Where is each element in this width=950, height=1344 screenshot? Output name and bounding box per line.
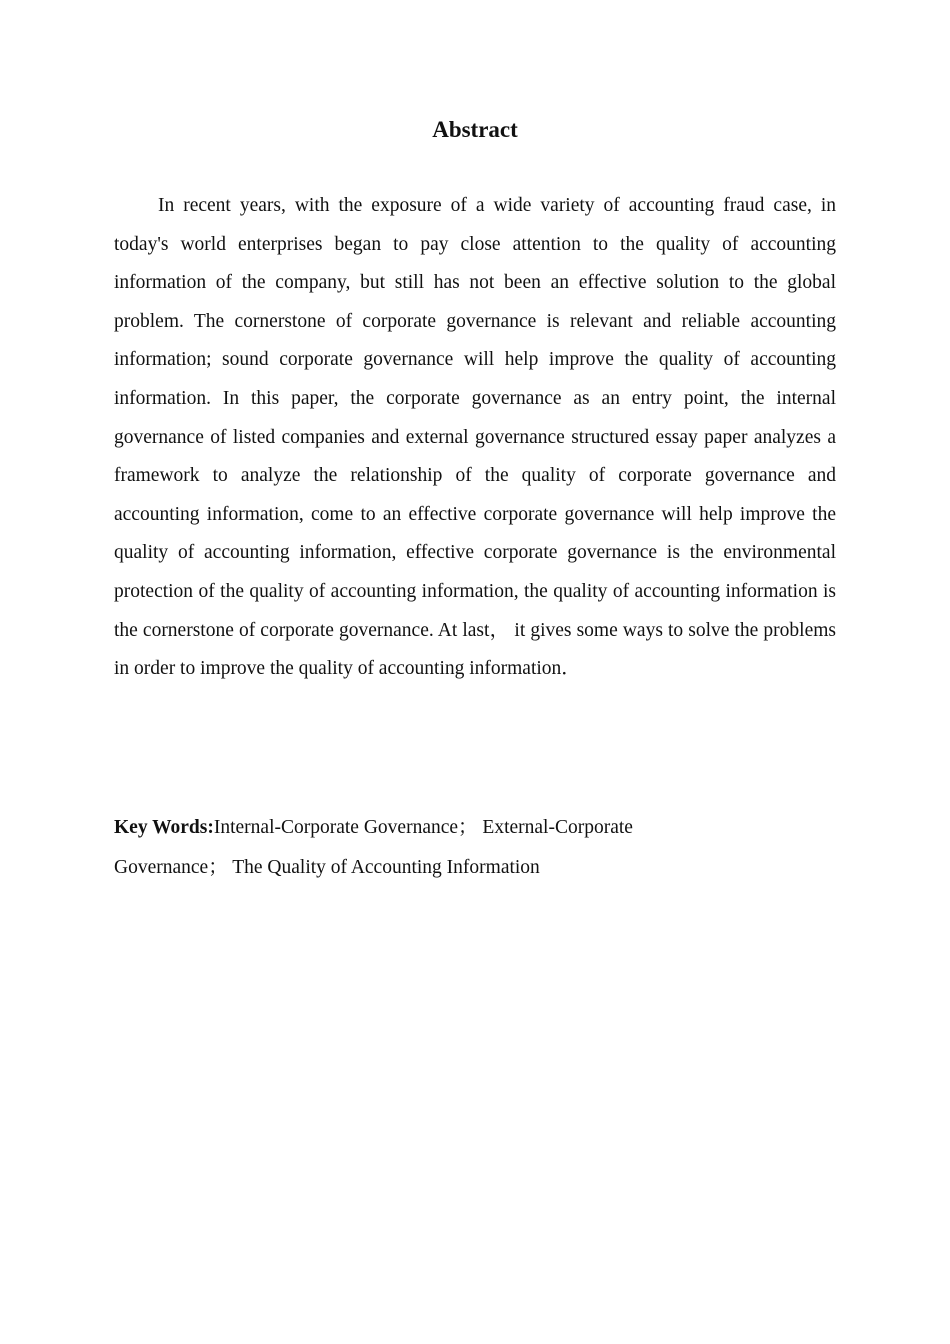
keywords-label: Key Words:	[114, 817, 214, 838]
keywords-text: Internal-Corporate Governance； External-Corporate Governance； The Quality of Accounting Information	[114, 817, 633, 878]
page-title: Abstract	[432, 117, 518, 142]
abstract-paragraph: In recent years, with the exposure of a wide variety of accounting fraud case, in today's world enterprises began to pay close attention to the quality of accounting information of the company, but still has not been an effective solution to the global problem. The cornerstone of corporate governance is relevant and reliable accounting information; sound corporate governance will help improve the quality of accounting information. In this paper, the corporate governance as an entry point, the internal governance of listed companies and external governance structured essay paper analyzes a framework to analyze the relationship of the quality of corporate governance and accounting information, come to an effective corporate governance will help improve the quality of accounting information, effective corporate governance is the environmental protection of the quality of accounting information, the quality of accounting information is the cornerstone of corporate governance. At last， it gives some ways to solve the problems in order to improve the quality of accounting information．	[114, 195, 836, 680]
keywords-line	[114, 808, 714, 888]
